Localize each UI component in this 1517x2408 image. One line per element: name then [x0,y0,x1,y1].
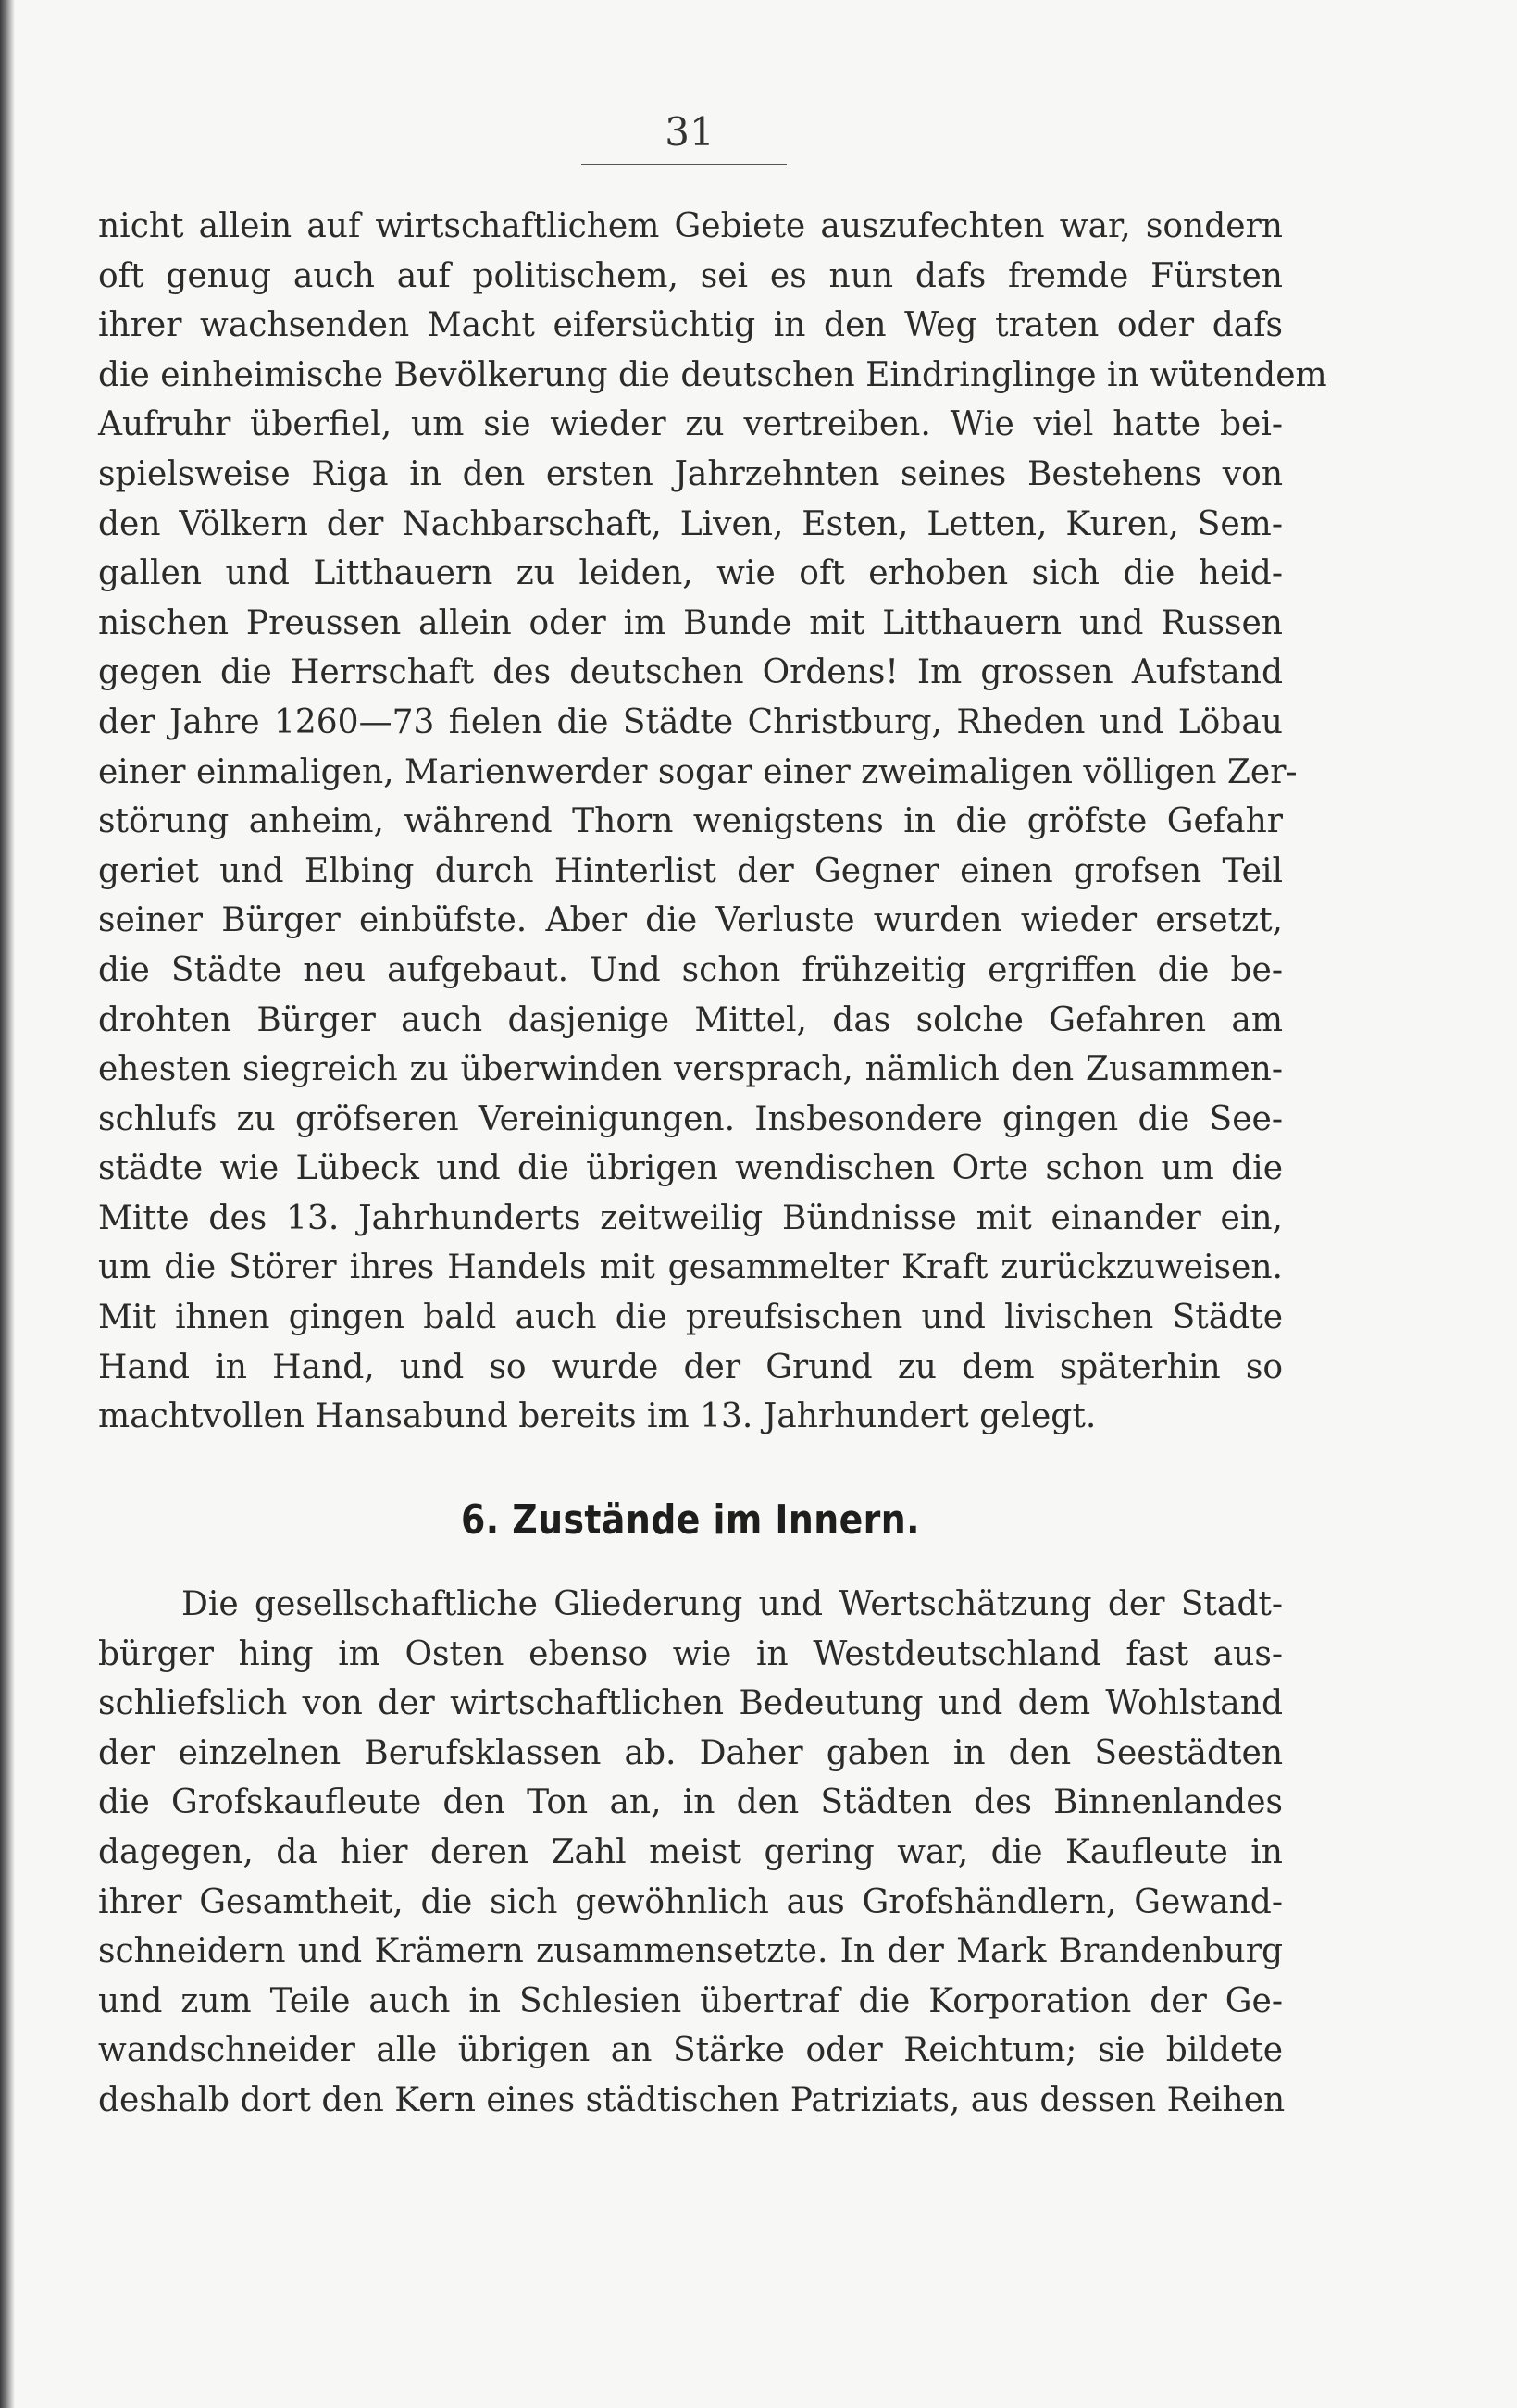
text-line: der Jahre 1260—73 fielen die Städte Christburg, Rheden und Löbau [98,702,1283,741]
text-line: seiner Bürger einbüfste. Aber die Verluste wurden wieder ersetzt, [98,901,1283,940]
text-line: ihrer wachsenden Macht eifersüchtig in den Weg traten oder dafs [98,306,1283,345]
text-line: den Völkern der Nachbarschaft, Liven, Esten, Letten, Kuren, Sem- [98,504,1283,543]
text-line: spielsweise Riga in den ersten Jahrzehnten seines Bestehens von [98,454,1283,493]
text-line: und zum Teile auch in Schlesien übertraf die Korporation der Ge- [98,1981,1283,2020]
paragraph-1 [98,202,1327,1442]
text-line: Aufruhr überfiel, um sie wieder zu vertreiben. Wie viel hatte bei- [98,405,1283,444]
paragraph-2 [98,1580,1286,2126]
text-line: um die Störer ihres Handels mit gesammelter Kraft zurückzuweisen. [98,1248,1283,1287]
text-line: Mitte des 13. Jahrhunderts zeitweilig Bündnisse mit einander ein, [98,1198,1283,1237]
text-line: geriet und Elbing durch Hinterlist der Gegner einen grofsen Teil [98,851,1283,890]
text-line: gegen die Herrschaft des deutschen Ordens! Im grossen Aufstand [98,653,1283,692]
text-line: Hand in Hand, und so wurde der Grund zu dem späterhin so [98,1347,1283,1386]
text-line: nischen Preussen allein oder im Bunde mit Litthauern und Russen [98,603,1283,642]
text-line: ehesten siegreich zu überwinden versprach, nämlich den Zusammen- [98,1050,1283,1089]
text-line: schlufs zu gröfseren Vereinigungen. Insbesondere gingen die See- [98,1099,1283,1138]
text-line: die Städte neu aufgebaut. Und schon frühzeitig ergriffen die be- [98,950,1283,989]
text-line: dagegen, da hier deren Zahl meist gering war, die Kaufleute in [98,1832,1283,1871]
text-line: die Grofskaufleute den Ton an, in den Städten des Binnenlandes [98,1783,1283,1822]
text-line: städte wie Lübeck und die übrigen wendischen Orte schon um die [98,1149,1283,1188]
text-line: nicht allein auf wirtschaftlichem Gebiete auszufechten war, sondern [98,207,1283,245]
text-line: bürger hing im Osten ebenso wie in Westdeutschland fast aus- [98,1634,1283,1673]
text-line: machtvollen Hansabund bereits im 13. Jahrhundert gelegt. [98,1397,1097,1436]
text-line: schneidern und Krämern zusammensetzte. In der Mark Brandenburg [98,1932,1283,1971]
text-line: Mit ihnen gingen bald auch die preufsischen und livischen Städte [98,1298,1283,1337]
text-line: die einheimische Bevölkerung die deutschen Eindringlinge in wütendem [98,355,1327,394]
text-line: der einzelnen Berufsklassen ab. Daher gaben in den Seestädten [98,1733,1283,1772]
text-line: Die gesellschaftliche Gliederung und Wertschätzung der Stadt- [181,1585,1283,1623]
text-line: störung anheim, während Thorn wenigstens in die gröfste Gefahr [98,802,1283,841]
header-rule [581,164,787,165]
text-line: einer einmaligen, Marienwerder sogar einer zweimaligen völligen Zer- [98,752,1298,791]
text-line: drohten Bürger auch dasjenige Mittel, das solche Gefahren am [98,1000,1283,1039]
text-line: deshalb dort den Kern eines städtischen Patriziats, aus dessen Reihen [98,2080,1286,2119]
text-line: wandschneider alle übrigen an Stärke oder Reichtum; sie bildete [98,2031,1283,2070]
text-line: oft genug auch auf politischem, sei es nun dafs fremde Fürsten [98,256,1283,295]
text-line: ihrer Gesamtheit, die sich gewöhnlich aus Grofshändlern, Gewand- [98,1882,1283,1921]
text-line: gallen und Litthauern zu leiden, wie oft erhoben sich die heid- [98,554,1283,593]
text-line: schliefslich von der wirtschaftlichen Bedeutung und dem Wohlstand [98,1684,1283,1723]
page-number: 31 [665,109,715,155]
page-binding-edge [0,0,15,2408]
section-heading: 6. Zustände im Innern. [461,1496,920,1544]
